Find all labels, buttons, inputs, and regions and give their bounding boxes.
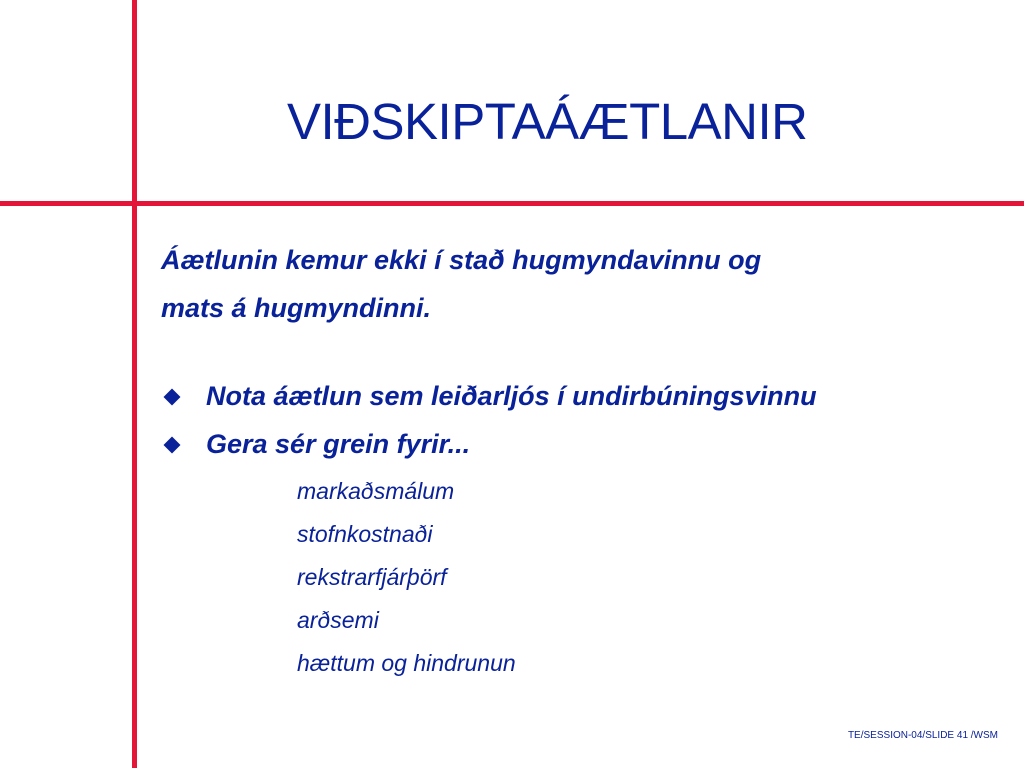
sub-item: rekstrarfjárþörf <box>297 564 447 590</box>
sub-item: stofnkostnaði <box>297 521 433 547</box>
vertical-red-divider <box>132 0 137 768</box>
horizontal-red-divider <box>0 201 1024 206</box>
sub-item: hættum og hindrunun <box>297 650 516 676</box>
diamond-bullet-icon <box>164 437 181 454</box>
slide-title: VIÐSKIPTAÁÆTLANIR <box>287 93 808 150</box>
intro-line-1: Áætlunin kemur ekki í stað hugmyndavinnu og <box>161 245 762 275</box>
slide-footer: TE/SESSION-04/SLIDE 41 /WSM <box>847 730 998 741</box>
sub-item-list <box>297 476 516 691</box>
bullet-text: Gera sér grein fyrir... <box>206 429 471 459</box>
sub-item: markaðsmálum <box>297 478 455 504</box>
bullet-item <box>161 425 1021 473</box>
diamond-bullet-icon <box>164 389 181 406</box>
intro-line-2: mats á hugmyndinni. <box>161 293 432 323</box>
sub-item: arðsemi <box>297 607 379 633</box>
intro-text <box>161 236 1011 332</box>
bullet-item <box>161 377 1021 425</box>
bullet-list <box>161 377 1021 473</box>
bullet-text: Nota áætlun sem leiðarljós í undirbúningsvinnu <box>206 381 817 411</box>
